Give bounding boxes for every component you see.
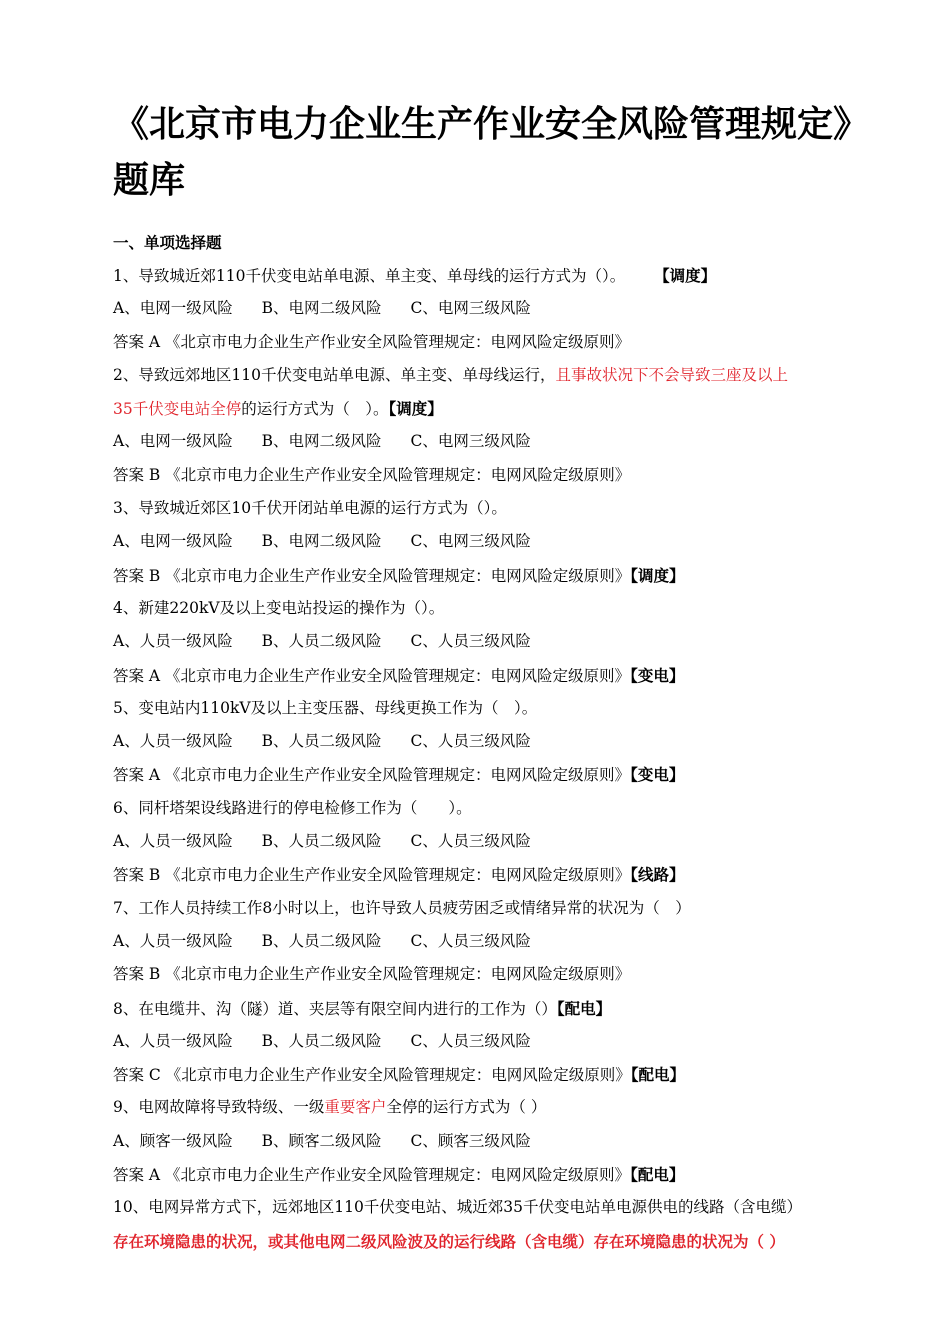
question-tag: 【调度】 (388, 399, 443, 419)
question-bank (113, 226, 873, 1258)
options-4 (113, 625, 873, 658)
answer-9 (113, 1158, 873, 1191)
question-7 (113, 892, 873, 925)
document-title: 《北京市电力企业生产作业安全风险管理规定》题库 (113, 103, 870, 201)
answer-text: 答案 B 《北京市电力企业生产作业安全风险管理规定：电网风险定级原则》 (113, 866, 631, 885)
question-1 (113, 259, 873, 292)
option-a: A、人员一级风险 (113, 832, 233, 851)
option-a: A、人员一级风险 (113, 632, 233, 651)
question-10-cont (113, 1225, 873, 1258)
answer-7 (113, 958, 873, 991)
question-text: 1、导致城近郊110千伏变电站单电源、单主变、单母线的运行方式为（）。 (113, 267, 626, 285)
answer-text: 答案 A 《北京市电力企业生产作业安全风险管理规定：电网风险定级原则》 (113, 766, 631, 785)
question-text: 8、在电缆井、沟（隧）道、夹层等有限空间内进行的工作为（） (113, 999, 557, 1018)
question-text: 6、同杆塔架设线路进行的停电检修工作为（ ）。 (113, 798, 472, 817)
question-6 (113, 792, 873, 825)
answer-text: 答案 A 《北京市电力企业生产作业安全风险管理规定：电网风险定级原则》 (113, 666, 631, 685)
option-a: A、电网一级风险 (113, 532, 233, 551)
answer-2 (113, 459, 873, 492)
option-b: B、电网二级风险 (261, 532, 382, 551)
question-text: 5、变电站内110kV及以上主变压器、母线更换工作为（ ）。 (113, 698, 538, 717)
option-c: C、人员三级风险 (410, 931, 531, 950)
answer-tag: 【变电】 (630, 665, 685, 685)
answer-tag: 【配电】 (630, 1065, 685, 1085)
option-a: A、人员一级风险 (113, 732, 233, 751)
answer-text: 答案 C 《北京市电力企业生产作业安全风险管理规定：电网风险定级原则》 (113, 1066, 631, 1085)
options-2 (113, 425, 873, 458)
question-text: 全停的运行方式为（ ） (386, 1098, 547, 1117)
answer-tag: 【线路】 (630, 865, 685, 885)
option-b: B、顾客二级风险 (261, 1131, 382, 1150)
question-text: 10、电网异常方式下，远郊地区110千伏变电站、城近郊35千伏变电站单电源供电的线路（含电缆） (113, 1198, 803, 1217)
option-c: C、顾客三级风险 (410, 1131, 531, 1150)
option-b: B、人员二级风险 (261, 931, 382, 950)
question-text: 7、工作人员持续工作8小时以上，也许导致人员疲劳困乏或情绪异常的状况为（ ） (113, 898, 691, 917)
options-9 (113, 1125, 873, 1158)
option-b: B、人员二级风险 (261, 632, 382, 651)
answer-tag: 【调度】 (630, 565, 685, 585)
option-a: A、电网一级风险 (113, 299, 233, 318)
option-b: B、电网二级风险 (261, 299, 382, 318)
option-c: C、人员三级风险 (410, 1031, 531, 1050)
answer-3 (113, 559, 873, 592)
answer-1 (113, 326, 873, 359)
highlight-text: 35千伏变电站全停 (113, 400, 242, 419)
question-4 (113, 592, 873, 625)
answer-text: 答案 B 《北京市电力企业生产作业安全风险管理规定：电网风险定级原则》 (113, 465, 631, 484)
option-a: A、人员一级风险 (113, 1031, 233, 1050)
question-9 (113, 1091, 873, 1124)
question-tag: 【调度】 (654, 266, 717, 285)
answer-tag: 【变电】 (630, 765, 685, 785)
answer-text: 答案 A 《北京市电力企业生产作业安全风险管理规定：电网风险定级原则》 (113, 1166, 631, 1185)
question-10 (113, 1191, 873, 1224)
answer-text: 答案 B 《北京市电力企业生产作业安全风险管理规定：电网风险定级原则》 (113, 566, 631, 585)
option-a: A、人员一级风险 (113, 931, 233, 950)
option-a: A、电网一级风险 (113, 432, 233, 451)
answer-6 (113, 858, 873, 891)
options-7 (113, 925, 873, 958)
highlight-text: 且事故状况下不会导致三座及以上 (555, 365, 788, 384)
answer-8 (113, 1058, 873, 1091)
highlight-text: 重要客户 (324, 1098, 387, 1117)
question-text: 的运行方式为（ ）。 (241, 400, 389, 419)
option-c: C、电网三级风险 (410, 432, 531, 451)
question-text: 2、导致远郊地区110千伏变电站单电源、单主变、单母线运行， (113, 365, 556, 384)
options-3 (113, 525, 873, 558)
answer-text: 答案 A 《北京市电力企业生产作业安全风险管理规定：电网风险定级原则》 (113, 332, 631, 351)
option-c: C、电网三级风险 (410, 299, 531, 318)
highlight-text: 存在环境隐患的状况，或其他电网二级风险波及的运行线路（含电缆）存在环境隐患的状况为（ ） (113, 1231, 785, 1251)
question-8 (113, 992, 873, 1025)
answer-text: 答案 B 《北京市电力企业生产作业安全风险管理规定：电网风险定级原则》 (113, 965, 631, 984)
options-6 (113, 825, 873, 858)
option-b: B、人员二级风险 (261, 732, 382, 751)
answer-tag: 【配电】 (630, 1165, 685, 1185)
option-b: B、人员二级风险 (261, 1031, 382, 1050)
answer-5 (113, 758, 873, 791)
question-tag: 【配电】 (556, 998, 612, 1018)
option-a: A、顾客一级风险 (113, 1131, 233, 1150)
question-2 (113, 359, 873, 392)
question-2-cont (113, 392, 873, 425)
question-text: 4、新建220kV及以上变电站投运的操作为（）。 (113, 598, 445, 617)
options-5 (113, 725, 873, 758)
option-c: C、人员三级风险 (410, 632, 531, 651)
question-text: 9、电网故障将导致特级、一级 (113, 1098, 325, 1117)
options-1 (113, 292, 873, 325)
option-b: B、人员二级风险 (261, 832, 382, 851)
question-5 (113, 692, 873, 725)
section-heading: 一、单项选择题 (113, 233, 222, 252)
option-c: C、人员三级风险 (410, 832, 531, 851)
answer-4 (113, 659, 873, 692)
question-3 (113, 492, 873, 525)
option-c: C、电网三级风险 (410, 532, 531, 551)
option-c: C、人员三级风险 (410, 732, 531, 751)
option-b: B、电网二级风险 (261, 432, 382, 451)
options-8 (113, 1025, 873, 1058)
question-text: 3、导致城近郊区10千伏开闭站单电源的运行方式为（）。 (113, 499, 507, 518)
